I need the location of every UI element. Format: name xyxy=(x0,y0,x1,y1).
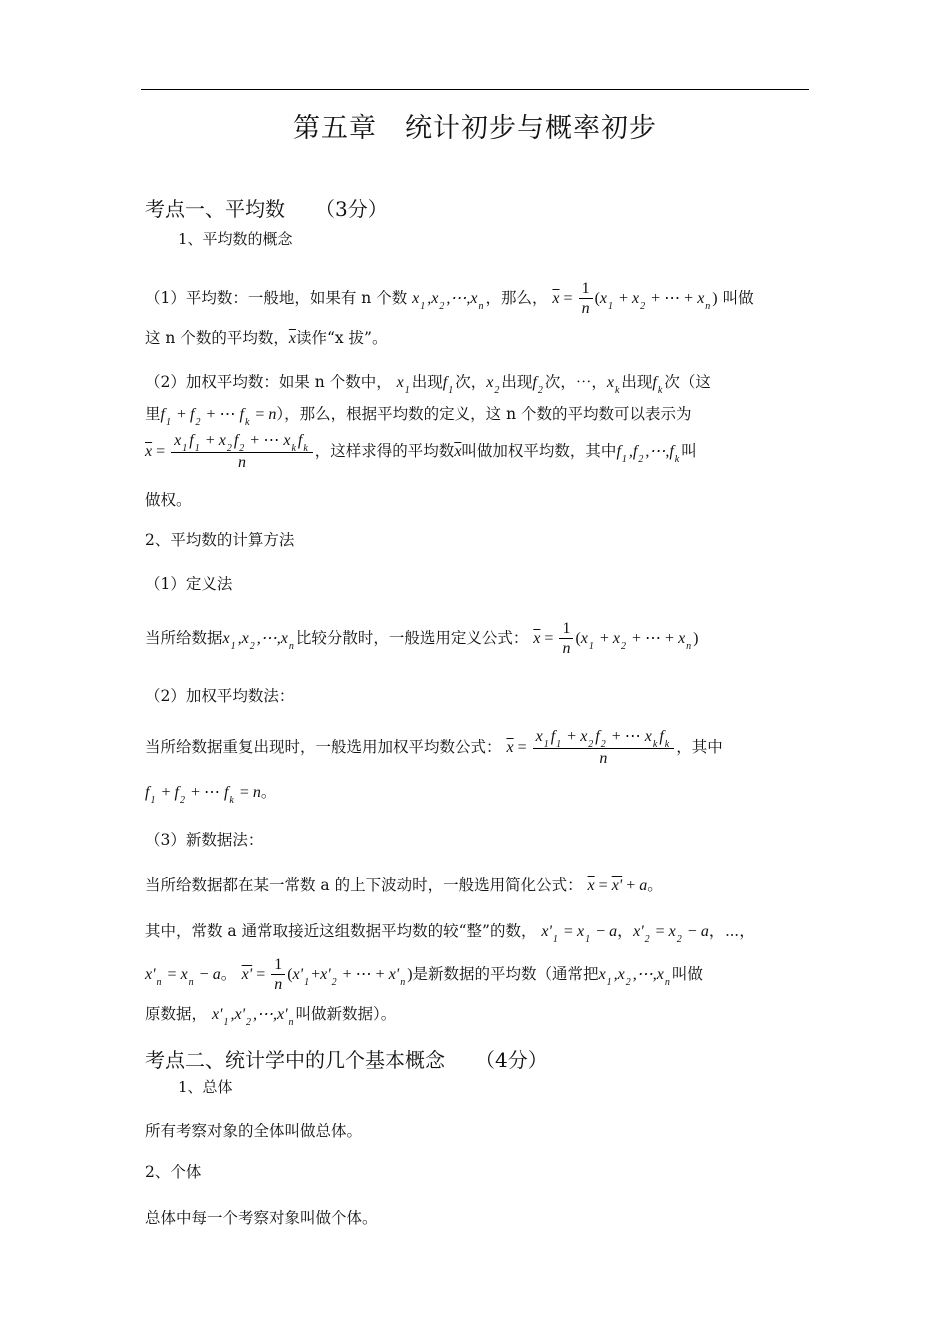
symbol: $x_2$ xyxy=(486,374,500,396)
formula-weights-sum: $f_1 + f_2$ + ⋯ $f_k = n$ xyxy=(145,784,261,806)
text: 当所给数据都在某一常数 a 的上下波动时，一般选用简化公式： xyxy=(145,876,583,894)
text: 这 n 个数的平均数， xyxy=(145,329,289,347)
symbol: $x_k$ xyxy=(606,374,620,396)
formula-x-list: $x_1$ $,x_2$ $,\cdots,x_n$ xyxy=(222,630,294,653)
text: （1）平均数：一般地，如果有 n 个数 xyxy=(145,289,408,308)
symbol-x-bar: $\overline{x}$ xyxy=(454,443,462,461)
text: 出现 xyxy=(621,373,653,391)
text: 。 xyxy=(260,783,277,801)
header-rule xyxy=(141,89,809,90)
text: 次（这 xyxy=(664,373,711,391)
formula-new-mean: x' = $\frac{1}{n}$ ($x'_1 +x'_2$ + ⋯ + $x'_n$ ) xyxy=(241,956,413,993)
text: 是新数据的平均数（通常把 xyxy=(412,965,599,984)
formula-shift: $x'_1 = x_1 - a$，$x'_2 = x_2 - a$，⋯， xyxy=(541,923,756,945)
formula-x-list: $x_1$ $,x_2$ $,\cdots,x_n$ xyxy=(598,966,670,989)
text: 读作“x 拔”。 xyxy=(295,329,388,347)
text: 里 xyxy=(145,405,161,423)
formula-simplified: $\overline{x} = x' + a$ xyxy=(587,877,648,894)
subheading-mean-concept: 1、平均数的概念 xyxy=(178,230,293,248)
method-weighted: （2）加权平均数法： xyxy=(145,687,295,705)
subheading-population: 1、总体 xyxy=(178,1078,233,1096)
formula-weighted-mean: $\overline{x}$ = $\frac{x_1 f_1 + x_2 f_2 + \cdots x_k f_k}{n}$ xyxy=(145,443,315,460)
paragraph-weighted-line4: 做权。 xyxy=(145,491,192,509)
text: 叫做新数据）。 xyxy=(295,1005,397,1023)
text: 叫 xyxy=(681,442,697,461)
formula-shift-n: $x'_n = x_n - a$。 xyxy=(145,966,237,989)
text: 出现 xyxy=(501,373,533,391)
method-new-data: （3）新数据法： xyxy=(145,831,264,849)
formula-mean: $\overline{x}$ = $\frac{1}{n}$ ($x_1 + x_2$ + ⋯ + $x_n$ ) xyxy=(552,280,718,317)
method-definition: （1）定义法 xyxy=(145,575,233,593)
formula-new-list: $x'_1$ $,x'_2$ $,\cdots,x'_n$ xyxy=(211,1006,294,1028)
chapter-title: 第五章 统计初步与概率初步 xyxy=(293,113,657,144)
symbol-x-bar: $\overline{x}$ xyxy=(288,330,296,347)
symbol: $x_1$ xyxy=(396,374,410,396)
text: 比较分散时，一般选用定义公式： xyxy=(295,629,529,648)
symbol: $f_k$ xyxy=(652,374,663,396)
text: 当所给数据 xyxy=(145,629,223,648)
text: 叫做 xyxy=(671,965,703,984)
text: 次，⋯， xyxy=(544,373,607,391)
paragraph-weighted-line2 xyxy=(145,402,692,428)
text: ，其中 xyxy=(676,738,723,757)
paragraph-individual: 总体中每一个考察对象叫做个体。 xyxy=(145,1209,378,1227)
paragraph-new-data-line3 xyxy=(145,956,703,995)
paragraph-weighted-method-line2 xyxy=(145,780,277,806)
text: 次， xyxy=(455,373,487,391)
formula-weighted-mean: $\overline{x}$ = $\frac{x_1 f_1 + x_2 f_2 + \cdots x_k f_k}{n}$ xyxy=(506,739,676,756)
section-heading-statistics: 考点二、统计学中的几个基本概念 （4分） xyxy=(145,1048,548,1072)
symbol: $f_2$ xyxy=(532,374,543,396)
symbol-weights: $f_1$ $,f_2$ $,\cdots,f_k$ xyxy=(616,443,680,466)
paragraph-new-data-line4 xyxy=(145,1002,397,1028)
paragraph-mean-line2 xyxy=(145,326,387,348)
text: 叫做加权平均数，其中 xyxy=(461,442,617,461)
subheading-calc-methods: 2、平均数的计算方法 xyxy=(145,531,295,549)
section-heading-mean: 考点一、平均数 （3分） xyxy=(145,197,388,221)
paragraph-new-data-method xyxy=(145,873,663,895)
text: 出现 xyxy=(411,373,443,391)
text: 。 xyxy=(647,876,663,894)
text: 原数据， xyxy=(145,1005,208,1023)
text: ，那么， xyxy=(485,289,548,308)
symbol: $f_1$ xyxy=(442,374,454,396)
text: 其中，常数 a 通常取接近这组数据平均数的较“整”的数， xyxy=(145,922,537,940)
text: ，这样求得的平均数 xyxy=(314,442,455,461)
text: ），那么，根据平均数的定义，这 n 个数的平均数可以表示为 xyxy=(276,405,692,423)
paragraph-definition-method xyxy=(145,620,699,659)
paragraph-weighted-method xyxy=(145,728,723,769)
text: 叫做 xyxy=(722,289,754,308)
subheading-individual: 2、个体 xyxy=(145,1163,202,1181)
paragraph-population: 所有考察对象的全体叫做总体。 xyxy=(145,1122,363,1140)
text: （2）加权平均数：如果 n 个数中， xyxy=(145,373,392,391)
paragraph-weighted-line1 xyxy=(145,370,711,396)
formula-mean: $\overline{x}$ = $\frac{1}{n}$ ($x_1 + x_2$ + ⋯ + $x_n$ ) xyxy=(533,620,699,657)
text: 当所给数据重复出现时，一般选用加权平均数公式： xyxy=(145,738,502,757)
paragraph-weighted-line3 xyxy=(145,432,697,473)
paragraph-new-data-line2 xyxy=(145,918,756,945)
formula-weights-sum: $f_1 + f_2$ + ⋯ $f_k = n$ xyxy=(160,406,277,428)
formula-x-list: $x_1$ $,x_2$ $,\cdots,x_n$ xyxy=(412,290,484,313)
paragraph-mean-definition xyxy=(145,280,754,319)
